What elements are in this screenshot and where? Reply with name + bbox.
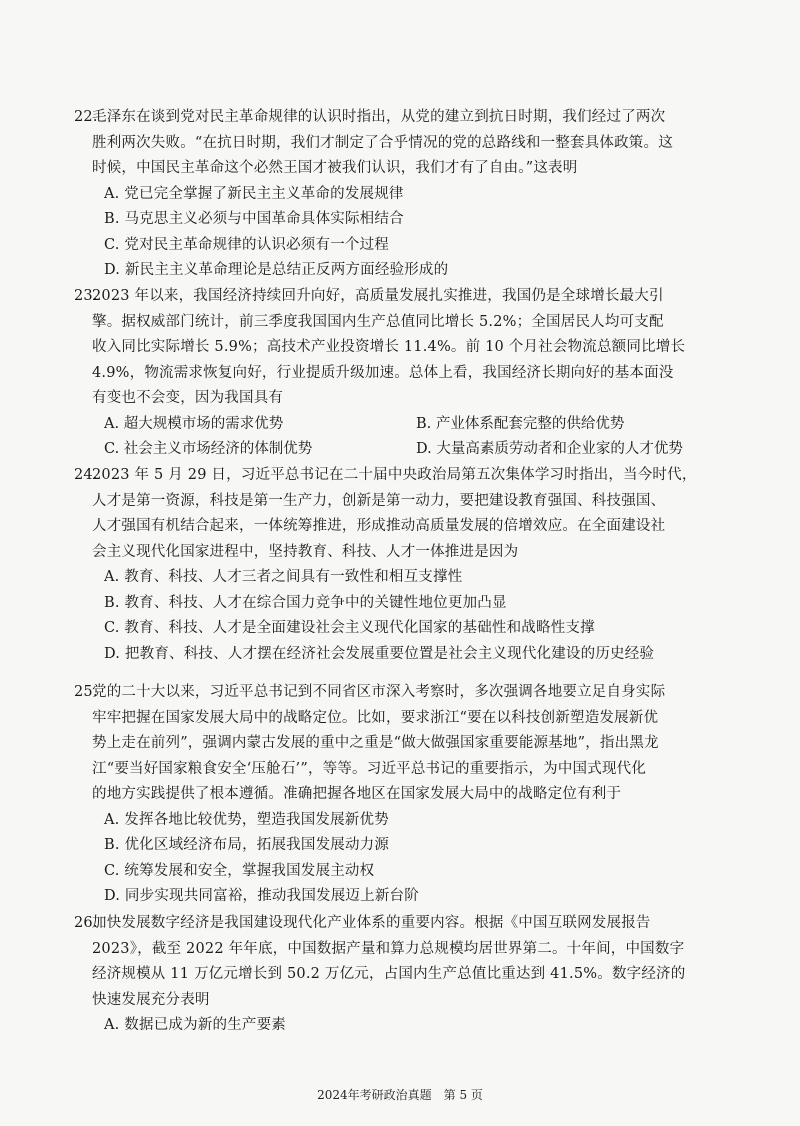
stem-line: 擎。据权威部门统计，前三季度我国国内生产总值同比增长 5.2%；全国居民人均可支配	[92, 313, 664, 330]
question-stem	[74, 680, 734, 808]
option-c[interactable]: C. 统筹发展和安全，掌握我国发展主动权	[104, 862, 375, 879]
question-26	[74, 911, 734, 1039]
question-stem	[74, 105, 734, 182]
option-a[interactable]: A. 党已完全掌握了新民主主义革命的发展规律	[104, 185, 404, 202]
stem-line: 2023 年以来，我国经济持续回升向好，高质量发展扎实推进，我国仍是全球增长最大引	[92, 288, 664, 304]
options	[74, 808, 734, 910]
stem-line: 加快发展数字经济是我国建设现代化产业体系的重要内容。根据《中国互联网发展报告	[92, 915, 651, 931]
stem-line: 4.9%，物流需求恢复向好，行业提质升级加速。总体上看，我国经济长期向好的基本面没	[92, 364, 674, 381]
question-stem	[74, 911, 734, 1013]
stem-line: 2023 年 5 月 29 日，习近平总书记在二十届中央政治局第五次集体学习时指出，当今时代，	[92, 467, 697, 483]
option-a[interactable]: A. 超大规模市场的需求优势	[104, 415, 284, 432]
stem-line: 党的二十大以来，习近平总书记到不同省区市深入考察时，多次强调各地要立足自身实际	[92, 684, 666, 700]
options	[74, 1013, 734, 1039]
options-row	[74, 437, 734, 463]
option-b[interactable]: B. 马克思主义必须与中国革命具体实际相结合	[104, 211, 404, 227]
stem-line: 2023》，截至 2022 年年底，中国数据产量和算力总规模均居世界第二。十年间，中国数字	[92, 940, 685, 957]
question-stem	[74, 463, 734, 565]
page-footer: 2024年考研政治真题 第 5 页	[317, 1088, 483, 1102]
question-24	[74, 463, 734, 667]
stem-line: 势上走在前列”，强调内蒙古发展的重中之重是“做大做强国家重要能源基地”，指出黑龙	[92, 735, 659, 751]
stem-line: 收入同比实际增长 5.9%；高技术产业投资增长 11.4%。前 10 个月社会物流总额同比增长	[92, 339, 686, 355]
stem-line: 牢牢把握在国家发展大局中的战略定位。比如，要求浙江“要在以科技创新塑造发展新优	[92, 709, 659, 726]
question-number: 24.	[74, 467, 98, 483]
stem-line: 会主义现代化国家进程中，坚持教育、科技、人才一体推进是因为	[92, 543, 519, 560]
question-23	[74, 284, 734, 463]
option-b[interactable]: B. 教育、科技、人才在综合国力竞争中的关键性地位更加凸显	[104, 594, 507, 611]
options-row	[74, 412, 734, 438]
option-a[interactable]: A. 教育、科技、人才三者之间具有一致性和相互支撑性	[104, 569, 463, 585]
question-number: 25.	[74, 684, 98, 700]
option-a[interactable]: A. 数据已成为新的生产要素	[104, 1017, 286, 1033]
option-c[interactable]: C. 社会主义市场经济的体制优势	[104, 441, 313, 457]
option-d[interactable]: D. 大量高素质劳动者和企业家的人才优势	[416, 441, 683, 457]
option-c[interactable]: C. 党对民主革命规律的认识必须有一个过程	[104, 236, 389, 253]
option-d[interactable]: D. 同步实现共同富裕，推动我国发展迈上新台阶	[104, 888, 419, 904]
question-22	[74, 105, 734, 284]
option-c[interactable]: C. 教育、科技、人才是全面建设社会主义现代化国家的基础性和战略性支撑	[104, 620, 595, 636]
stem-line: 人才是第一资源，科技是第一生产力，创新是第一动力，要把建设教育强国、科技强国、	[92, 492, 666, 509]
options	[74, 182, 734, 284]
question-number: 23.	[74, 288, 98, 304]
question-stem	[74, 284, 734, 412]
question-number: 26.	[74, 915, 98, 931]
stem-line: 人才强国有机结合起来，一体统筹推进，形成推动高质量发展的倍增效应。在全面建设社	[92, 518, 666, 534]
option-d[interactable]: D. 把教育、科技、人才摆在经济社会发展重要位置是社会主义现代化建设的历史经验	[104, 645, 655, 662]
stem-line: 胜利两次失败。“在抗日时期，我们才制定了合乎情况的党的总路线和一整套具体政策。这	[92, 134, 673, 151]
stem-line: 江“要当好国家粮食安全‘压舱石’”，等等。习近平总书记的重要指示，为中国式现代化	[92, 760, 647, 777]
stem-line: 快速发展充分表明	[92, 991, 210, 1008]
question-25	[74, 680, 734, 910]
question-number: 22.	[74, 109, 98, 125]
stem-line: 的地方实践提供了根本遵循。准确把握各地区在国家发展大局中的战略定位有利于	[92, 786, 622, 802]
option-a[interactable]: A. 发挥各地比较优势，塑造我国发展新优势	[104, 811, 389, 828]
stem-line: 有变也不会变，因为我国具有	[92, 390, 284, 406]
option-d[interactable]: D. 新民主主义革命理论是总结正反两方面经验形成的	[104, 262, 449, 278]
stem-line: 毛泽东在谈到党对民主革命规律的认识时指出，从党的建立到抗日时期，我们经过了两次	[92, 109, 666, 125]
stem-line: 时候，中国民主革命这个必然王国才被我们认识，我们才有了自由。”这表明	[92, 160, 578, 176]
option-b[interactable]: B. 产业体系配套完整的供给优势	[416, 415, 625, 432]
options	[74, 565, 734, 667]
stem-line: 经济规模从 11 万亿元增长到 50.2 万亿元，占国内生产总值比重达到 41.5%。数字经济的	[92, 966, 686, 982]
option-b[interactable]: B. 优化区域经济布局，拓展我国发展动力源	[104, 837, 390, 853]
